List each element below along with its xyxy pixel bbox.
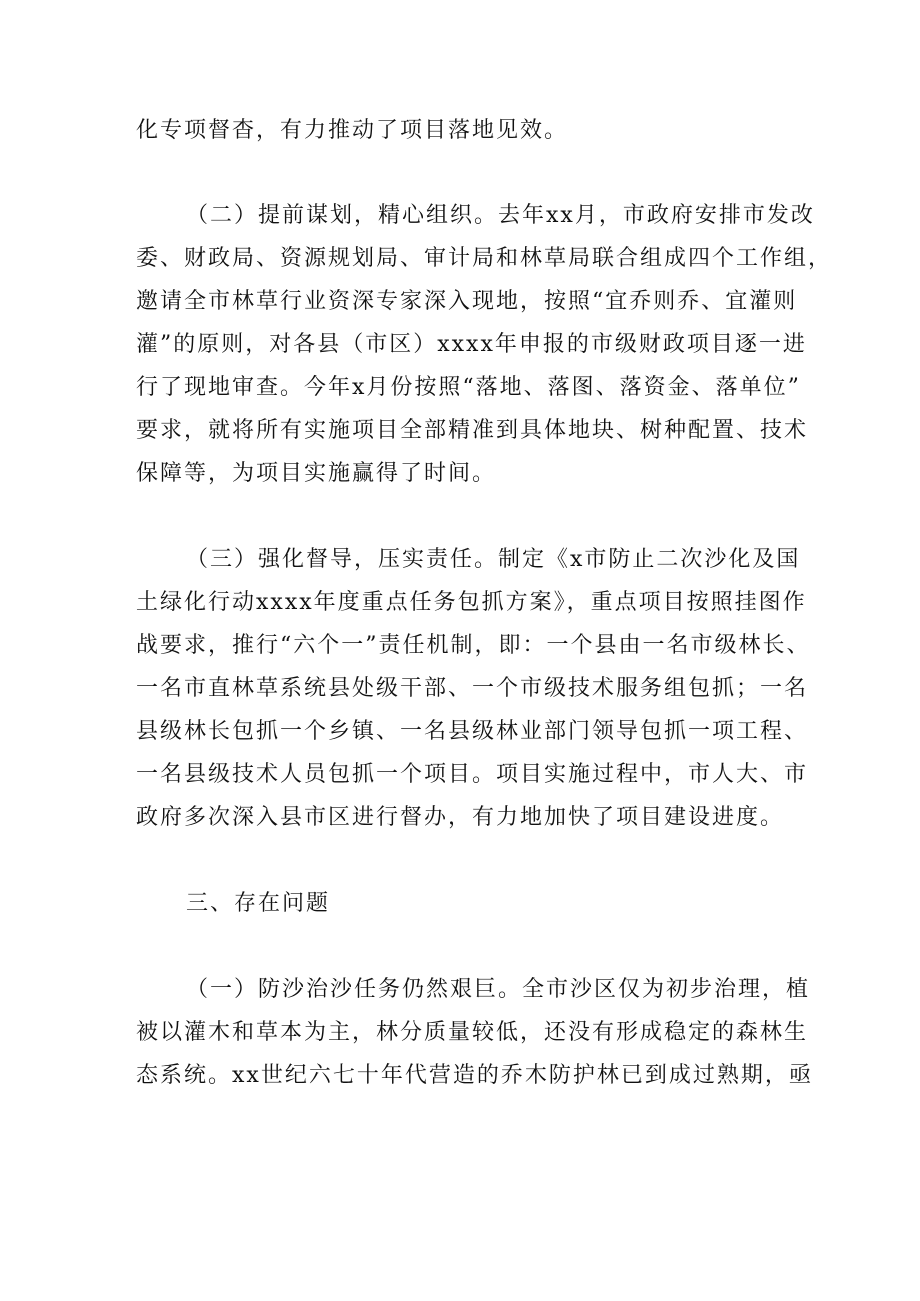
text-line: 被以灌木和草本为主，林分质量较低，还没有形成稳定的森林生 bbox=[136, 1020, 809, 1045]
paragraph-first-line: （三）强化督导，压实责任。制定《x市防止二次沙化及国 bbox=[186, 547, 801, 572]
text-line: 行了现地审查。今年x月份按照“落地、落图、落资金、落单位” bbox=[136, 375, 801, 400]
text-line: 县级林长包抓一个乡镇、一名县级林业部门领导包抓一项工程、 bbox=[136, 719, 809, 744]
paragraph-first-line: （一）防沙治沙任务仍然艰巨。全市沙区仅为初步治理，植 bbox=[186, 977, 811, 1002]
text-line: 政府多次深入县市区进行督办，有力地加快了项目建设进度。 bbox=[136, 805, 785, 830]
text-line: 一名市直林草系统县处级干部、一个市级技术服务组包抓；一名 bbox=[136, 676, 809, 701]
text-line: 灌”的原则，对各县（市区）xxxx年申报的市级财政项目逐一进 bbox=[136, 332, 807, 357]
text-line: 一名县级技术人员包抓一个项目。项目实施过程中，市人大、市 bbox=[136, 762, 809, 787]
paragraph-first-line: （二）提前谋划，精心组织。去年xx月，市政府安排市发改 bbox=[186, 203, 815, 228]
text-line: 保障等，为项目实施赢得了时间。 bbox=[136, 461, 497, 486]
text-line: 要求，就将所有实施项目全部精准到具体地块、树种配置、技术 bbox=[136, 418, 809, 443]
text-line: 土绿化行动xxxx年度重点任务包抓方案》，重点项目按照挂图作 bbox=[136, 590, 807, 615]
section-heading: 三、存在问题 bbox=[186, 891, 331, 916]
text-line: 战要求，推行“六个一”责任机制，即：一个县由一名市级林长、 bbox=[136, 633, 811, 658]
text-line: 态系统。xx世纪六七十年代营造的乔木防护林已到成过熟期，亟 bbox=[136, 1063, 813, 1088]
text-line: 邀请全市林草行业资深专家深入现地，按照“宜乔则乔、宜灌则 bbox=[136, 289, 798, 314]
text-line: 委、财政局、资源规划局、审计局和林草局联合组成四个工作组， bbox=[136, 246, 833, 271]
text-line: 化专项督杳，有力推动了项目落地见效。 bbox=[136, 118, 569, 143]
